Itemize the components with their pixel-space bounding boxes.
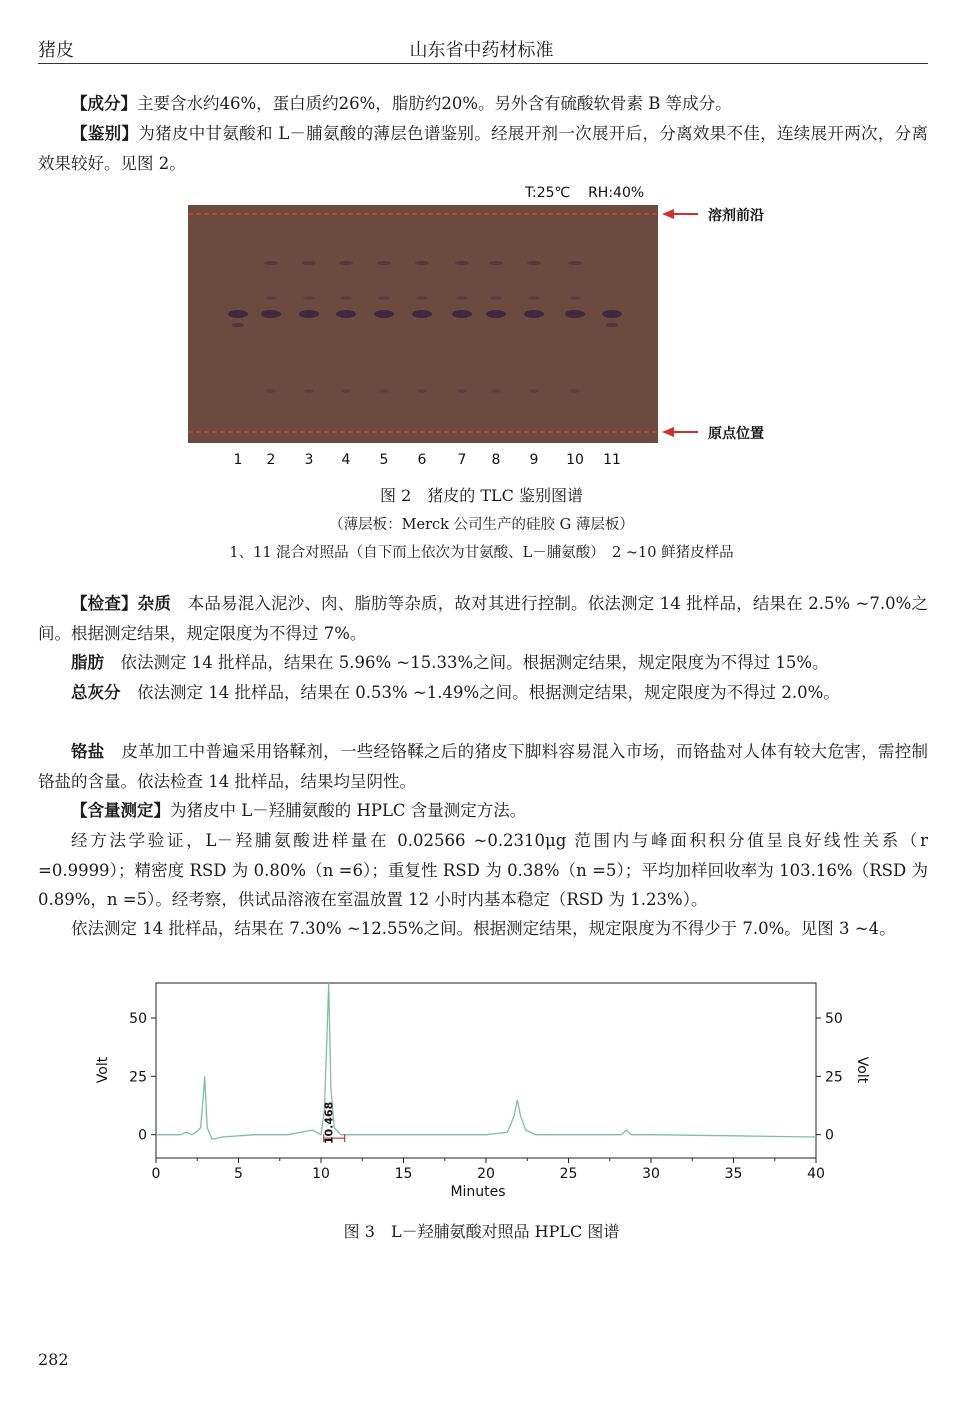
ash-text: 依法测定 14 批样品，结果在 0.53% ~1.49%之间。根据测定结果，规定限度为不得过 2.0%。 [137, 683, 840, 702]
figure2-caption: 图 2 猪皮的 TLC 鉴别图谱 [380, 486, 583, 505]
tlc-band-upper-lane-5 [377, 261, 391, 265]
tlc-band-mid-lane-6 [416, 296, 428, 299]
hplc-x-tick-label-10: 10 [312, 1166, 330, 1182]
tlc-band-upper-lane-2 [264, 261, 278, 265]
assay-validation-paragraph: 经方法学验证，L－羟脯氨酸进样量在 0.02566 ~0.2310μg 范围内与峰面积积分值呈良好线性关系（r =0.9999）；精密度 RSD 为 0.80%（n =6）；重复性 RSD 为 0.38%（n =5）；平均加样回收率为 103.16%（RSD 为 0.89%，n =5）。经考察，供试品溶液在室温放置 12 小时内基本稳定（RSD 为 1.23%）。 [38, 831, 928, 909]
tlc-lane-label-10: 10 [566, 452, 584, 468]
identification-paragraph [38, 119, 928, 178]
hplc-x-axis-label: Minutes [450, 1184, 506, 1200]
tlc-band-faint-lane-2 [266, 389, 276, 392]
tlc-lane-label-1: 1 [233, 452, 243, 468]
tlc-band-mid-lane-2 [265, 296, 277, 299]
hplc-x-tick-label-30: 30 [642, 1166, 660, 1182]
assay-text: 为猪皮中 L－羟脯氨酸的 HPLC 含量测定方法。 [170, 801, 527, 820]
tlc-band-mid-lane-10 [569, 296, 581, 299]
tlc-band-lower-lane-11 [602, 310, 622, 318]
composition-paragraph [38, 89, 928, 119]
tlc-band-faint-lane-9 [529, 389, 539, 392]
tlc-band-lower-lane-5 [374, 310, 394, 318]
tlc-band-mid-lane-9 [528, 296, 540, 299]
chromium-label: 铬盐 [71, 742, 105, 761]
solvent-front-label: 溶剂前沿 [708, 208, 764, 224]
figure3-caption: 图 3 L－羟脯氨酸对照品 HPLC 图谱 [343, 1222, 620, 1241]
hplc-plot-frame [156, 983, 816, 1158]
tlc-lane-label-5: 5 [379, 452, 389, 468]
tlc-band-mid-lane-3 [303, 296, 315, 299]
tlc-band-lower-lane-2 [261, 310, 281, 318]
tlc-band-faint-lane-10 [570, 389, 580, 392]
tlc-band-upper-lane-6 [415, 261, 429, 265]
tlc-band-lower-lane-4 [336, 310, 356, 318]
tlc-band-mid-lane-8 [490, 296, 502, 299]
hplc-y-axis-label-right: Volt [854, 1056, 870, 1084]
hplc-series-line [156, 983, 816, 1139]
tlc-band-upper-lane-9 [527, 261, 541, 265]
tlc-band-lower-lane-1 [228, 310, 248, 318]
identification-text: 为猪皮中甘氨酸和 L－脯氨酸的薄层色谱鉴别。经展开剂一次展开后，分离效果不佳，连续展开两次，分离效果较好。见图 2。 [38, 124, 929, 173]
hplc-y-tick-label-left-25: 25 [129, 1069, 147, 1086]
tlc-band-lower-lane-8 [486, 310, 506, 318]
tlc-band-upper-lane-8 [489, 261, 503, 265]
hplc-y-tick-label-left-0: 0 [138, 1127, 147, 1144]
assay-result-paragraph: 依法测定 14 批样品，结果在 7.30% ~12.55%之间。根据测定结果，规定限度为不得少于 7.0%。见图 3 ~4。 [71, 919, 896, 938]
hplc-y-tick-label-right-50: 50 [825, 1011, 843, 1027]
tlc-band-ref-lane-11 [606, 323, 618, 327]
tlc-band-faint-lane-8 [491, 389, 501, 392]
running-head-title: 山东省中药材标准 [409, 40, 554, 61]
chromium-text: 皮革加工中普遍采用铬鞣剂，一些经铬鞣之后的猪皮下脚料容易混入市场，而铬盐对人体有较大危害，需控制铬盐的含量。依法检查 14 批样品，结果均呈阴性。 [38, 742, 929, 791]
tlc-lane-labels [234, 452, 621, 468]
tlc-band-ref-lane-1 [232, 323, 244, 327]
fat-label: 脂肪 [71, 653, 104, 672]
origin-label: 原点位置 [708, 426, 764, 442]
assay-label: 【含量测定】 [71, 801, 170, 820]
composition-label: 【成分】 [71, 94, 137, 113]
tlc-plate [188, 205, 658, 443]
tlc-band-upper-lane-4 [339, 261, 353, 265]
tlc-band-upper-lane-3 [302, 261, 316, 265]
tlc-band-lower-lane-10 [565, 310, 585, 318]
assay-paragraph [38, 796, 928, 826]
tlc-figure [180, 178, 800, 468]
impurity-text: 本品易混入泥沙、肉、脂肪等杂质，故对其进行控制。依法测定 14 批样品，结果在 2.5% ~7.0%之间。根据测定结果，规定限度为不得过 7%。 [38, 594, 929, 643]
tlc-band-faint-lane-6 [417, 389, 427, 392]
hplc-y-tick-label-right-25: 25 [825, 1069, 843, 1086]
hplc-x-tick-label-0: 0 [151, 1166, 161, 1182]
tlc-lane-label-6: 6 [417, 452, 427, 468]
identification-label: 【鉴别】 [71, 124, 139, 143]
hplc-x-tick-label-5: 5 [234, 1166, 243, 1182]
origin-arrow [662, 427, 698, 437]
hplc-x-tick-label-25: 25 [559, 1166, 578, 1182]
hplc-peak-annotation: 10.468 [322, 1101, 336, 1145]
tlc-band-mid-lane-5 [378, 296, 390, 299]
tlc-band-faint-lane-7 [457, 389, 467, 392]
inspection-label: 【检查】 [71, 594, 138, 613]
solvent-front-arrow [662, 209, 698, 219]
tlc-band-lower-lane-3 [299, 310, 319, 318]
tlc-lane-label-3: 3 [304, 452, 314, 468]
tlc-band-faint-lane-3 [304, 389, 314, 392]
tlc-lane-label-4: 4 [341, 452, 351, 468]
tlc-band-mid-lane-7 [456, 296, 468, 299]
hplc-x-tick-label-35: 35 [724, 1166, 743, 1182]
hplc-y-axis-label-left: Volt [95, 1056, 111, 1084]
tlc-band-lower-lane-9 [524, 310, 544, 318]
tlc-lane-label-7: 7 [457, 452, 467, 468]
running-head-left: 猪皮 [38, 40, 74, 61]
tlc-band-lower-lane-7 [452, 310, 472, 318]
tlc-lane-label-9: 9 [529, 452, 539, 468]
ash-label: 总灰分 [71, 683, 121, 702]
tlc-band-upper-lane-10 [568, 261, 582, 265]
tlc-band-faint-lane-5 [379, 389, 389, 392]
fat-paragraph [38, 648, 928, 678]
page-number: 282 [38, 1350, 69, 1369]
hplc-axes [129, 1011, 843, 1182]
tlc-band-faint-lane-4 [341, 389, 351, 392]
fat-text: 依法测定 14 批样品，结果在 5.96% ~15.33%之间。根据测定结果，规定限度为不得过 15%。 [120, 653, 829, 672]
tlc-lane-label-11: 11 [603, 452, 621, 468]
hplc-x-tick-label-40: 40 [807, 1166, 825, 1182]
inspection-impurity-paragraph [38, 589, 928, 648]
tlc-lane-label-2: 2 [266, 452, 276, 468]
chromium-paragraph [38, 737, 928, 796]
figure2-subcaption-2: 1、11 混合对照品（自下而上依次为甘氨酸、L－脯氨酸） 2 ~10 鲜猪皮样品 [229, 545, 734, 561]
header-rule [38, 63, 928, 64]
tlc-band-upper-lane-7 [455, 261, 469, 265]
figure2-subcaption-1: （薄层板：Merck 公司生产的硅胶 G 薄层板） [329, 517, 634, 533]
hplc-x-tick-label-15: 15 [394, 1166, 413, 1182]
hplc-chart [80, 978, 900, 1208]
tlc-band-lower-lane-6 [412, 310, 432, 318]
hplc-y-tick-label-left-50: 50 [129, 1011, 147, 1027]
tlc-lane-label-8: 8 [491, 452, 501, 468]
hplc-x-tick-label-20: 20 [477, 1166, 495, 1182]
tlc-conditions: T:25℃ RH:40% [525, 185, 645, 201]
impurity-label: 杂质 [137, 594, 172, 613]
tlc-band-mid-lane-4 [340, 296, 352, 299]
ash-paragraph [38, 678, 928, 708]
composition-text: 主要含水约46%，蛋白质约26%，脂肪约20%。另外含有硫酸软骨素 B 等成分。 [137, 94, 732, 113]
hplc-y-tick-label-right-0: 0 [825, 1127, 834, 1144]
